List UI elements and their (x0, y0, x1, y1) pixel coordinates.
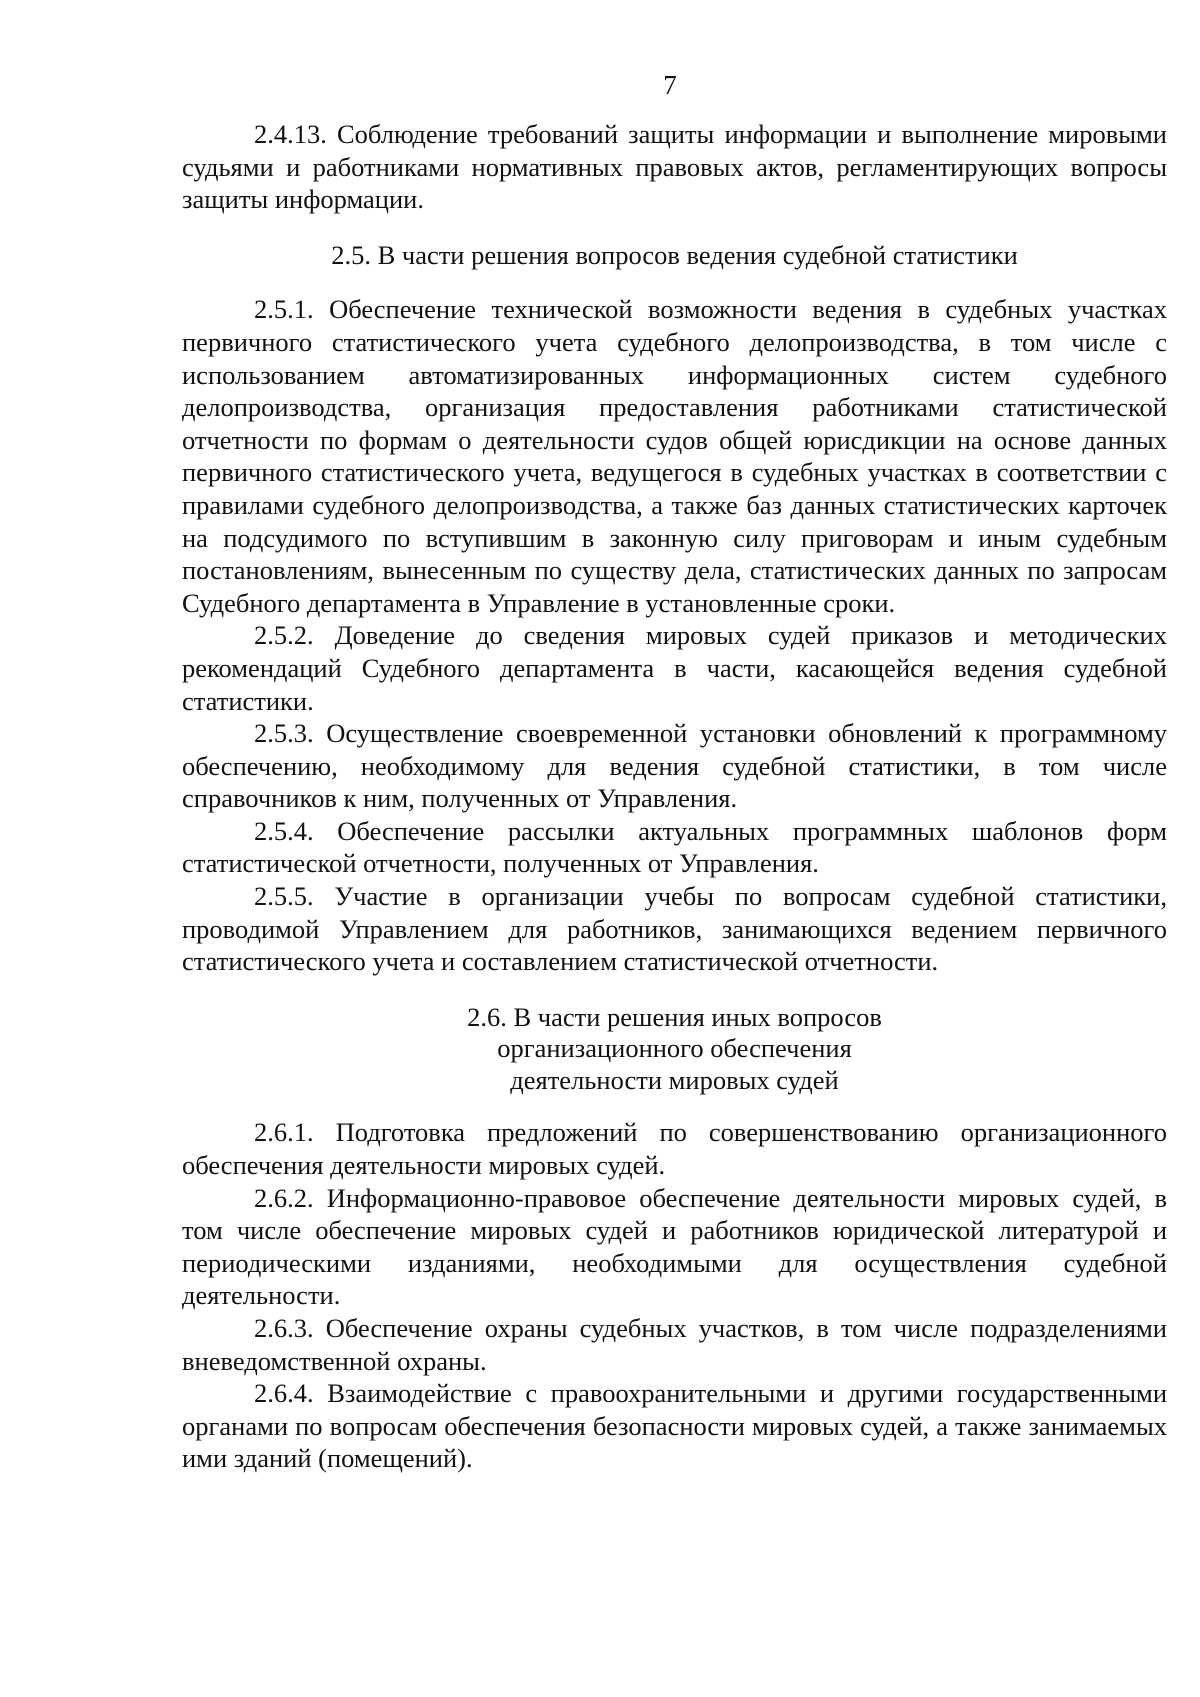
paragraph-2-5-3: 2.5.3. Осуществление своевременной установки обновлений к программному обеспечению, необходимому для ведения судебной статистики, в том числе справочников к ним, полученных от Управления. (182, 718, 1167, 814)
section-heading-2-6-line: 2.6. В части решения иных вопросов (467, 1001, 882, 1032)
paragraph-2-5-1: 2.5.1. Обеспечение технической возможности ведения в судебных участках первичного статистического учета судебного делопроизводства, в том числе с использованием автоматизированных информационных систем судебного делопроизводства, организация предоставления работниками статистической отчетности по формам о деятельности судов общей юрисдикции на основе данных первичного статистического учета, ведущегося в судебных участках в соответствии с правилами судебного делопроизводства, а также баз данных статистических карточек на подсудимого по вступившим в законную силу приговорам и иным судебным постановлениям, вынесенным по существу дела, статистических данных по запросам Судебного департамента в Управление в установленные сроки. (182, 294, 1167, 618)
section-heading-2-6 (182, 1002, 1167, 1097)
paragraph-2-6-1: 2.6.1. Подготовка предложений по совершенствованию организационного обеспечения деятельности мировых судей. (182, 1117, 1167, 1180)
paragraph-2-5-4: 2.5.4. Обеспечение рассылки актуальных программных шаблонов форм статистической отчетности, полученных от Управления. (182, 815, 1167, 879)
document-body (182, 118, 1167, 1475)
page-number: 7 (663, 70, 677, 100)
section-heading-2-6-line: организационного обеспечения (497, 1033, 852, 1064)
paragraph-2-4-13: 2.4.13. Соблюдение требований защиты информации и выполнение мировыми судьями и работниками нормативных правовых актов, регламентирующих вопросы защиты информации. (182, 119, 1167, 215)
paragraph-2-6-3: 2.6.3. Обеспечение охраны судебных участков, в том числе подразделениями вневедомственной охраны. (182, 1312, 1167, 1376)
section-heading-2-5: 2.5. В части решения вопросов ведения судебной статистики (331, 239, 1018, 270)
section-heading-2-6-line: деятельности мировых судей (510, 1064, 839, 1095)
paragraph-2-6-4: 2.6.4. Взаимодействие с правоохранительными и другими государственными органами по вопросам обеспечения безопасности мировых судей, а также занимаемых ими зданий (помещений). (182, 1378, 1167, 1474)
paragraph-2-6-2: 2.6.2. Информационно-правовое обеспечение деятельности мировых судей, в том числе обеспечение мировых судей и работников юридической литературой и периодическими изданиями, необходимыми для осуществления судебной деятельности. (182, 1182, 1167, 1311)
paragraph-2-5-5: 2.5.5. Участие в организации учебы по вопросам судебной статистики, проводимой Управлением для работников, занимающихся ведением первичного статистического учета и составлением статистической отчетности. (182, 881, 1167, 977)
paragraph-2-5-2: 2.5.2. Доведение до сведения мировых судей приказов и методических рекомендаций Судебного департамента в части, касающейся ведения судебной статистики. (182, 620, 1167, 716)
